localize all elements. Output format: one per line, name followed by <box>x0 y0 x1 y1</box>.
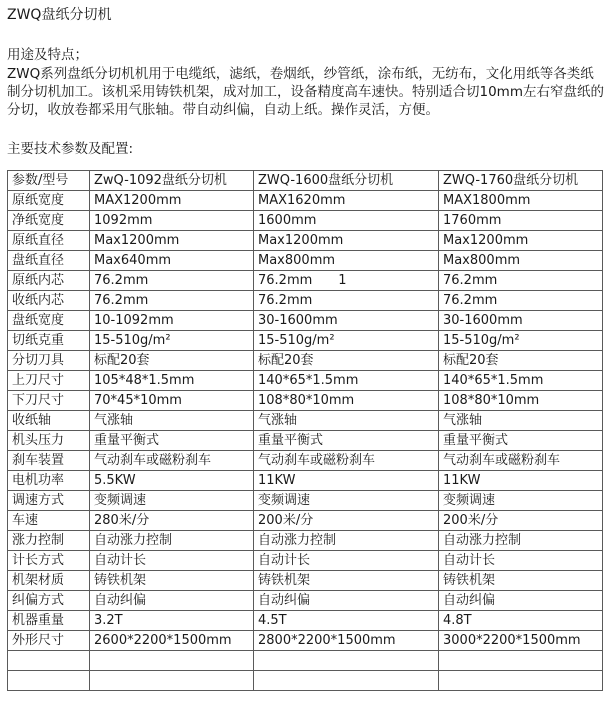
value-cell: 280米/分 <box>90 511 254 531</box>
specs-header-row <box>8 171 603 191</box>
table-row <box>8 371 603 391</box>
table-row <box>8 391 603 411</box>
value-cell: Max800mm <box>254 251 439 271</box>
value-cell: 1600mm <box>254 211 439 231</box>
param-cell: 计长方式 <box>8 551 90 571</box>
table-row <box>8 451 603 471</box>
value-cell: 4.8T <box>439 611 603 631</box>
value-cell: MAX1620mm <box>254 191 439 211</box>
param-cell: 车速 <box>8 511 90 531</box>
value-cell: 自动涨力控制 <box>439 531 603 551</box>
value-cell: 铸铁机架 <box>254 571 439 591</box>
empty-table-row <box>8 651 603 671</box>
value-cell: 2800*2200*1500mm <box>254 631 439 651</box>
empty-cell <box>439 671 603 691</box>
table-row <box>8 431 603 451</box>
param-cell: 原纸直径 <box>8 231 90 251</box>
value-cell: Max1200mm <box>439 231 603 251</box>
value-cell: 自动计长 <box>439 551 603 571</box>
value-cell: 自动纠偏 <box>90 591 254 611</box>
value-cell: 自动纠偏 <box>439 591 603 611</box>
specs-table <box>7 170 603 691</box>
value-cell: 200米/分 <box>254 511 439 531</box>
usage-heading: 用途及特点； <box>7 47 88 63</box>
value-cell: 76.2mm <box>90 291 254 311</box>
value-cell: 4.5T <box>254 611 439 631</box>
table-row <box>8 511 603 531</box>
value-cell: Max1200mm <box>90 231 254 251</box>
table-row <box>8 631 603 651</box>
value-cell: 76.2mm <box>439 271 603 291</box>
value-cell: 1092mm <box>90 211 254 231</box>
value-cell: 76.2mm 1 <box>254 271 439 291</box>
value-cell: 气涨轴 <box>90 411 254 431</box>
header-cell: ZWQ-1600盘纸分切机 <box>254 171 439 191</box>
value-cell: 11KW <box>254 471 439 491</box>
table-row <box>8 571 603 591</box>
value-cell: 重量平衡式 <box>90 431 254 451</box>
value-cell: 变频调速 <box>254 491 439 511</box>
param-cell: 盘纸宽度 <box>8 311 90 331</box>
value-cell: 自动计长 <box>254 551 439 571</box>
value-cell: 重量平衡式 <box>254 431 439 451</box>
table-row <box>8 491 603 511</box>
param-cell: 电机功率 <box>8 471 90 491</box>
value-cell: 30-1600mm <box>254 311 439 331</box>
specs-heading: 主要技术参数及配置: <box>7 141 134 157</box>
empty-cell <box>254 651 439 671</box>
table-row <box>8 611 603 631</box>
page-title: ZWQ盘纸分切机 <box>7 7 112 23</box>
value-cell: 气涨轴 <box>254 411 439 431</box>
value-cell: 气涨轴 <box>439 411 603 431</box>
param-cell: 盘纸直径 <box>8 251 90 271</box>
value-cell: MAX1200mm <box>90 191 254 211</box>
value-cell: 30-1600mm <box>439 311 603 331</box>
param-cell: 收纸内芯 <box>8 291 90 311</box>
header-cell: 参数/型号 <box>8 171 90 191</box>
param-cell: 下刀尺寸 <box>8 391 90 411</box>
value-cell: 铸铁机架 <box>90 571 254 591</box>
value-cell: Max800mm <box>439 251 603 271</box>
table-row <box>8 331 603 351</box>
value-cell: 2600*2200*1500mm <box>90 631 254 651</box>
param-cell: 纠偏方式 <box>8 591 90 611</box>
value-cell: 标配20套 <box>90 351 254 371</box>
empty-table-row <box>8 671 603 691</box>
value-cell: 76.2mm <box>439 291 603 311</box>
param-cell: 调速方式 <box>8 491 90 511</box>
param-cell: 机头压力 <box>8 431 90 451</box>
param-cell: 刹车装置 <box>8 451 90 471</box>
value-cell: Max640mm <box>90 251 254 271</box>
table-row <box>8 351 603 371</box>
value-cell: 76.2mm <box>254 291 439 311</box>
param-cell: 收纸轴 <box>8 411 90 431</box>
empty-cell <box>254 671 439 691</box>
value-cell: 76.2mm <box>90 271 254 291</box>
param-cell: 机器重量 <box>8 611 90 631</box>
value-cell: 气动刹车或磁粉刹车 <box>254 451 439 471</box>
header-cell: ZwQ-1092盘纸分切机 <box>90 171 254 191</box>
value-cell: 变频调速 <box>439 491 603 511</box>
table-row <box>8 531 603 551</box>
value-cell: 变频调速 <box>90 491 254 511</box>
table-row <box>8 291 603 311</box>
param-cell: 原纸内芯 <box>8 271 90 291</box>
param-cell: 上刀尺寸 <box>8 371 90 391</box>
value-cell: 108*80*10mm <box>439 391 603 411</box>
param-cell: 原纸宽度 <box>8 191 90 211</box>
value-cell: 105*48*1.5mm <box>90 371 254 391</box>
table-row <box>8 591 603 611</box>
value-cell: 140*65*1.5mm <box>439 371 603 391</box>
value-cell: 10-1092mm <box>90 311 254 331</box>
table-row <box>8 471 603 491</box>
param-cell: 分切刀具 <box>8 351 90 371</box>
value-cell: 自动涨力控制 <box>90 531 254 551</box>
param-cell: 净纸宽度 <box>8 211 90 231</box>
value-cell: Max1200mm <box>254 231 439 251</box>
empty-cell <box>8 671 90 691</box>
param-cell: 外形尺寸 <box>8 631 90 651</box>
value-cell: 气动刹车或磁粉刹车 <box>439 451 603 471</box>
value-cell: 108*80*10mm <box>254 391 439 411</box>
value-cell: 3000*2200*1500mm <box>439 631 603 651</box>
empty-cell <box>439 651 603 671</box>
param-cell: 切纸克重 <box>8 331 90 351</box>
usage-description: ZWQ系列盘纸分切机机用于电缆纸，滤纸，卷烟纸，纱管纸，涂布纸，无纺布，文化用纸等各类纸制分切机加工。该机采用铸铁机架，成对加工，设备精度高车速快。特别适合切10mm左右窄盘纸的分切，收放卷都采用气胀轴。带自动纠偏，自动上纸。操作灵活，方便。 <box>7 66 604 118</box>
value-cell: 气动刹车或磁粉刹车 <box>90 451 254 471</box>
table-row <box>8 271 603 291</box>
value-cell: 200米/分 <box>439 511 603 531</box>
table-row <box>8 191 603 211</box>
empty-cell <box>90 651 254 671</box>
table-row <box>8 311 603 331</box>
value-cell: 140*65*1.5mm <box>254 371 439 391</box>
value-cell: 15-510g/m² <box>90 331 254 351</box>
value-cell: 70*45*10mm <box>90 391 254 411</box>
value-cell: 自动涨力控制 <box>254 531 439 551</box>
value-cell: 自动计长 <box>90 551 254 571</box>
value-cell: 3.2T <box>90 611 254 631</box>
table-row <box>8 211 603 231</box>
value-cell: 5.5KW <box>90 471 254 491</box>
table-row <box>8 231 603 251</box>
value-cell: 铸铁机架 <box>439 571 603 591</box>
param-cell: 涨力控制 <box>8 531 90 551</box>
value-cell: 自动纠偏 <box>254 591 439 611</box>
value-cell: MAX1800mm <box>439 191 603 211</box>
value-cell: 标配20套 <box>439 351 603 371</box>
value-cell: 1760mm <box>439 211 603 231</box>
table-row <box>8 411 603 431</box>
table-row <box>8 551 603 571</box>
table-row <box>8 251 603 271</box>
value-cell: 15-510g/m² <box>439 331 603 351</box>
empty-cell <box>90 671 254 691</box>
value-cell: 11KW <box>439 471 603 491</box>
value-cell: 标配20套 <box>254 351 439 371</box>
param-cell: 机架材质 <box>8 571 90 591</box>
header-cell: ZWQ-1760盘纸分切机 <box>439 171 603 191</box>
empty-cell <box>8 651 90 671</box>
value-cell: 15-510g/m² <box>254 331 439 351</box>
value-cell: 重量平衡式 <box>439 431 603 451</box>
